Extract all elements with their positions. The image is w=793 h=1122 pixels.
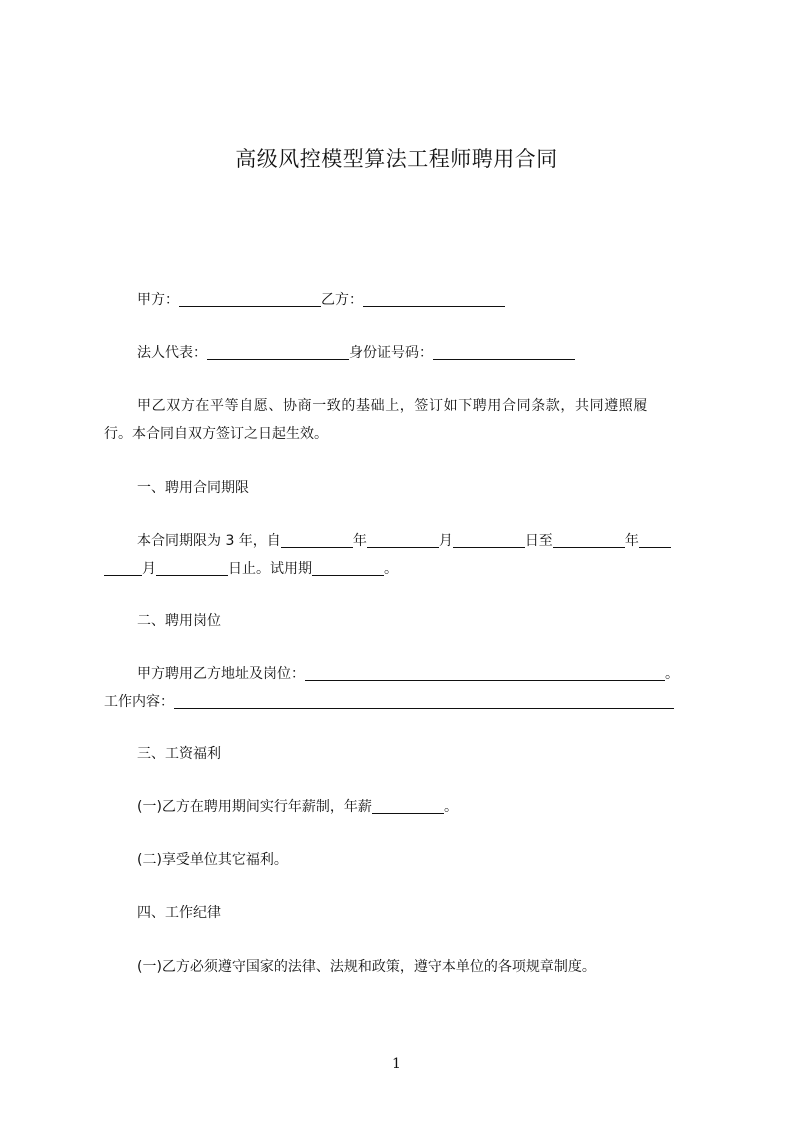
end-month-blank-part1[interactable] bbox=[639, 533, 671, 548]
position-blank[interactable] bbox=[305, 666, 665, 681]
discipline-line: (一)乙方必须遵守国家的法律、法规和政策，遵守本单位的各项规章制度。 bbox=[137, 959, 596, 975]
salary-text: (一)乙方在聘用期间实行年薪制，年薪 bbox=[137, 799, 372, 815]
probation-end: 。 bbox=[384, 561, 398, 577]
legal-rep-line bbox=[137, 343, 575, 363]
position-line bbox=[137, 664, 679, 684]
month-label-2: 月 bbox=[142, 561, 156, 577]
party-a-label: 甲方： bbox=[137, 292, 179, 308]
id-number-label: 身份证号码： bbox=[349, 345, 433, 361]
position-end: 。 bbox=[665, 666, 679, 682]
year-label: 年 bbox=[352, 533, 367, 549]
work-content-label: 工作内容： bbox=[104, 694, 174, 710]
page-number: 1 bbox=[392, 1056, 401, 1072]
id-number-blank[interactable] bbox=[433, 345, 575, 360]
day-end-label: 日止。试用期 bbox=[228, 561, 312, 577]
end-day-blank[interactable] bbox=[156, 561, 228, 576]
work-content-blank[interactable] bbox=[174, 694, 674, 709]
party-b-label: 乙方： bbox=[321, 292, 363, 308]
legal-rep-label: 法人代表： bbox=[137, 345, 207, 361]
document-title: 高级风控模型算法工程师聘用合同 bbox=[235, 147, 558, 171]
day-to-label: 日至 bbox=[524, 533, 553, 549]
benefits-line: (二)享受单位其它福利。 bbox=[137, 852, 288, 868]
work-content-line bbox=[104, 692, 674, 712]
section-2-heading: 二、聘用岗位 bbox=[137, 613, 221, 629]
start-year-blank[interactable] bbox=[281, 533, 353, 548]
month-label: 月 bbox=[438, 533, 453, 549]
term-text: 本合同期限为 3 年，自 bbox=[137, 533, 281, 549]
start-month-blank[interactable] bbox=[367, 533, 439, 548]
start-day-blank[interactable] bbox=[453, 533, 525, 548]
term-line-1 bbox=[137, 531, 671, 551]
probation-blank[interactable] bbox=[312, 561, 384, 576]
end-month-blank-part2[interactable] bbox=[104, 561, 142, 576]
salary-end: 。 bbox=[443, 799, 458, 815]
legal-rep-blank[interactable] bbox=[207, 345, 349, 360]
position-label: 甲方聘用乙方地址及岗位： bbox=[137, 666, 305, 682]
party-a-blank[interactable] bbox=[179, 292, 321, 307]
year-label-2: 年 bbox=[624, 533, 639, 549]
section-4-heading: 四、工作纪律 bbox=[137, 905, 221, 921]
section-1-heading: 一、聘用合同期限 bbox=[137, 480, 249, 496]
party-b-blank[interactable] bbox=[363, 292, 505, 307]
parties-line bbox=[137, 290, 505, 310]
end-year-blank[interactable] bbox=[553, 533, 625, 548]
preamble-line-2: 行。本合同自双方签订之日起生效。 bbox=[104, 426, 328, 442]
section-3-heading: 三、工资福利 bbox=[137, 746, 221, 762]
term-line-2 bbox=[104, 559, 398, 579]
preamble-line-1: 甲乙双方在平等自愿、协商一致的基础上，签订如下聘用合同条款，共同遵照履 bbox=[137, 398, 648, 414]
salary-line bbox=[137, 797, 458, 817]
salary-blank[interactable] bbox=[372, 799, 444, 814]
